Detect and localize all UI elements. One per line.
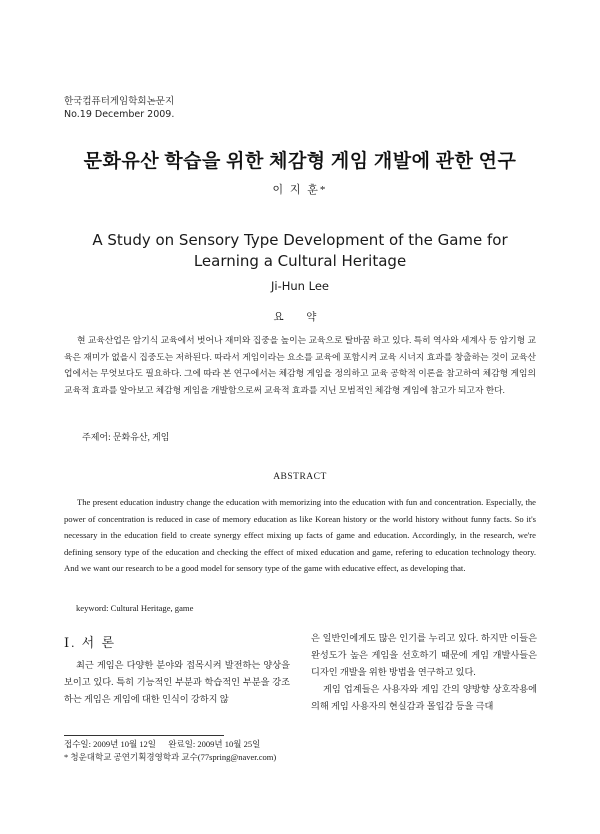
author-affiliation: * 청운대학교 공연기획경영학과 교수(77spring@naver.com) xyxy=(64,752,277,762)
accepted-label: 완료일: xyxy=(168,739,196,749)
paper-title-korean: 문화유산 학습을 위한 체감형 게임 개발에 관한 연구 xyxy=(83,151,517,172)
abstract-korean-body: 현 교육산업은 암기식 교육에서 벗어나 재미와 집중을 높이는 교육으로 탈바꿈 하고 있다. 특히 역사와 세계사 등 암기형 교육은 재미가 없을시 집중도는 저하된다. 따라서 게임이라는 요소를 교육에 포함시켜 교육 시너지 효과를 창출하는 것이 교육산업에서는 무엇보다도 필요하다. 그에 따라 본 연구에서는 체감형 게임을 정의하고 교육 공학적 이론을 참고하여 체감형 게임의 교육적 효과를 알아보고 체감형 게임을 개발함으로써 교육적 효과를 지닌 모범적인 체감형 게임에 참고가 되고자 한다. xyxy=(64,335,536,395)
footnote-divider xyxy=(64,735,224,736)
journal-header xyxy=(64,95,174,121)
footnotes xyxy=(64,738,276,764)
journal-issue: No.19 December 2009. xyxy=(64,109,175,120)
abstract-english-heading: ABSTRACT xyxy=(273,472,327,482)
received-date: 2009년 10월 12일 xyxy=(93,739,157,749)
intro-right-column xyxy=(311,630,537,715)
section-heading-introduction: Ⅰ. 서 론 xyxy=(64,635,117,650)
intro-right-paragraph-2: 게임 업계들은 사용자와 게임 간의 양방향 상호작용에 의해 게임 사용자의 현실감과 몰입감 등을 극대 xyxy=(311,684,537,711)
accepted-date: 2009년 10월 25일 xyxy=(197,739,261,749)
intro-left-column: 최근 게임은 다양한 분야와 접목시켜 발전하는 양상을 보이고 있다. 특히 기능적인 부분과 학습적인 부분을 강조하는 게임은 게임에 대한 인식이 강하지 않 xyxy=(64,660,290,704)
author-korean: 이 지 훈* xyxy=(272,184,328,196)
keywords-english: keyword: Cultural Heritage, game xyxy=(76,603,194,613)
author-english: Ji-Hun Lee xyxy=(271,279,329,293)
intro-right-paragraph-1: 은 일반인에게도 많은 인기를 누리고 있다. 하지만 이들은 완성도가 높은 게임을 선호하기 때문에 게임 개발사들은 디자인 개발을 위한 방법을 연구하고 있다. xyxy=(311,633,537,677)
abstract-english-body: The present education industry change the education with memorizing into the education with fun and concentration. Especially, the power of concentration is reduced in case of memory education as like Korean history or the world history without funny facts. So it's necessary in the education field to create synergy effect mixing up facts of game and education. Accordingly, in the research, we're defining sensory type of the education and checking the effect of mixed education and game, refering to education technology theory. And we want our research to be a good model for sensory type of the game with educative effect, as developing that. xyxy=(64,497,536,574)
journal-name: 한국컴퓨터게임학회논문지 xyxy=(64,96,175,107)
abstract-korean-heading: 요 약 xyxy=(273,312,327,323)
received-label: 접수일: xyxy=(64,739,91,749)
paper-title-english: A Study on Sensory Type Development of the Game for Learning a Cultural Heritage xyxy=(92,231,508,270)
keywords-korean: 주제어: 문화유산, 게임 xyxy=(82,432,170,442)
submission-dates xyxy=(64,738,276,751)
